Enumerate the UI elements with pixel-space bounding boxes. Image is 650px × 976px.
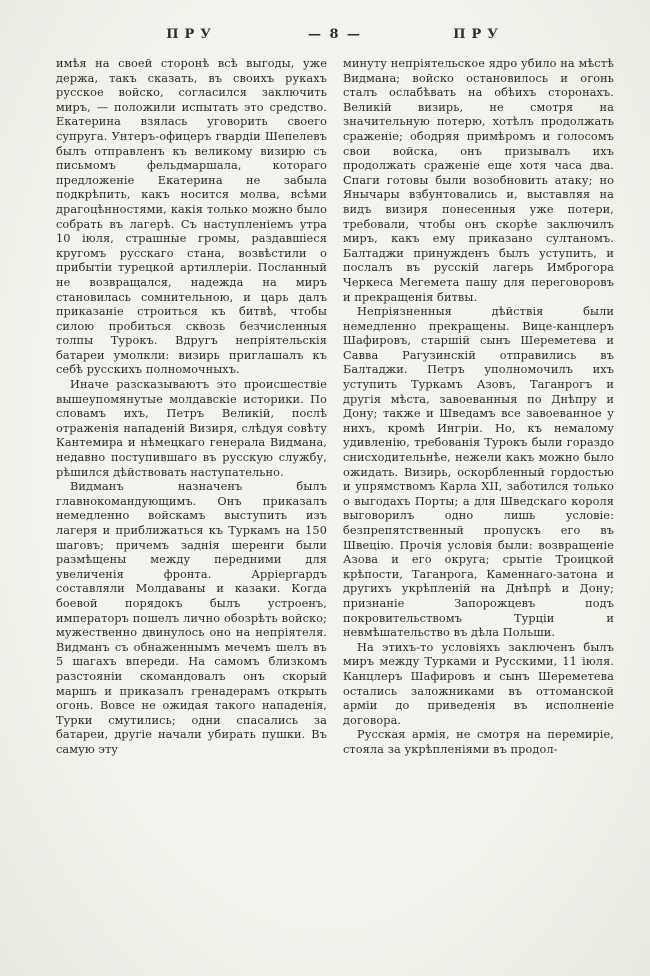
paragraph: минуту непріятельское ядро убило на мѣстѣ Видмана; войско остановилось и огонь сталъ ослабѣвать на обѣихъ сторонахъ. Великій визирь, не смотря на значительную потерю, хотѣлъ продолжать сраженіе; ободряя примѣромъ и голосомъ свои войска, онъ призывалъ ихъ продолжать сраженіе еще хотя часа два. Спаги готовы были возобновить атаку; но Янычары взбунтовались и, выставляя на видъ визиря понесенныя уже потери, требовали, чтобы онъ скорѣе заключилъ миръ, какъ ему приказано султаномъ. Балтаджи принужденъ былъ уступить, и послалъ въ русскій лагерь Имброгора Черкеса Мегемета пашу для переговоровъ и прекращенія битвы. [343, 57, 614, 304]
page-header [56, 27, 614, 42]
page-number: — 8 — [307, 27, 363, 42]
paragraph: Непріязненныя дѣйствія были немедленно прекращены. Вице-канцлеръ Шафировъ, старшій сынъ Шереметева и Савва Рагузинскій отправились въ Балтаджи. Петръ уполномочилъ ихъ уступить Туркамъ Азовъ, Таганрогъ и другія мѣста, завоеванныя по Днѣпру и Дону; также и Шведамъ все завоеванное у нихъ, кромѣ Ингріи. Но, къ немалому удивленію, требованія Турокъ были гораздо снисходительнѣе, нежели какъ можно было ожидать. Визирь, оскорбленный гордостью и упрямствомъ Карла XII, заботился только о выгодахъ Порты; а для Шведскаго короля выговорилъ одно лишь условіе: безпрепятственный пропускъ его въ Швецію. Прочія условія были: возвращеніе Азова и его округа; срытіе Троицкой крѣпости, Таганрога, Каменнаго-затона и другихъ укрѣпленій на Днѣпрѣ и Дону; признаніе Запорожцевъ подъ покровительствомъ Турціи и невмѣшательство въ дѣла Польши. [343, 305, 614, 640]
paragraph: Русская армія, не смотря на перемиріе, стояла за укрѣпленіями въ продол- [343, 728, 614, 756]
paragraph: Видманъ назначенъ былъ главнокомандующимъ. Онъ приказалъ немедленно войскамъ выступить изъ лагеря и приближаться къ Туркамъ на 150 шаговъ; причемъ заднія шеренги были размѣщены между передними для увеличенія фронта. Арріергардъ составляли Молдаваны и казаки. Когда боевой порядокъ былъ устроенъ, императоръ пошелъ лично обозрѣть войско; мужественно двинулось оно на непріятеля. Видманъ съ обнаженнымъ мечемъ шелъ въ 5 шагахъ впереди. На самомъ близкомъ разстояніи скомандовалъ онъ скорый маршъ и приказалъ гренадерамъ открыть огонь. Вовсе не ожидая такого нападенія, Турки смутились; одни спасались за батареи, другіе начали убирать пушки. Въ самую эту [56, 480, 327, 756]
paragraph: На этихъ-то условіяхъ заключенъ былъ миръ между Турками и Русскими, 11 іюля. Канцлеръ Шафировъ и сынъ Шереметева остались заложниками въ оттоманской арміи до приведенія въ исполненіе договора. [343, 640, 614, 727]
paragraph: имѣя на своей сторонѣ всѣ выгоды, уже держа, такъ сказать, въ своихъ рукахъ русское войско, согласился заключить миръ, — положили испытать это средство. Екатерина взялась уговорить своего супруга. Унтеръ-офицеръ гвардіи Шепелевъ былъ отправленъ къ великому визирю съ письмомъ фельдмаршала, котораго предложеніе Екатерина не забыла подкрѣпить, какъ носится молва, всѣми драгоцѣнностями, какія только можно было собрать въ лагерѣ. Съ наступленіемъ утра 10 іюля, страшные громы, раздавшіеся кругомъ русскаго стана, возвѣстили о прибытіи турецкой артиллеріи. Посланный не возвращался, надежда на миръ становилась сомнительною, и царь далъ приказаніе строиться къ битвѣ, чтобы силою пробиться сквозь безчисленныя толпы Турокъ. Вдругъ непріятельскія батареи умолкли: визирь приглашалъ къ себѣ русскихъ полномочныхъ. [56, 57, 327, 377]
running-title-left: ПРУ [166, 27, 217, 42]
running-title-right: ПРУ [453, 27, 504, 42]
text-column-right [343, 57, 614, 758]
text-column-left [56, 57, 327, 758]
paragraph: Иначе разсказываютъ это происшествіе вышеупомянутые молдавскіе историки. По словамъ ихъ, Петръ Великій, послѣ отраженія нападеній Визиря, слѣдуя совѣту Кантемира и нѣмецкаго генерала Видмана, недавно поступившаго въ русскую службу, рѣшился дѣйствовать наступательно. [56, 378, 327, 479]
text-columns [56, 57, 614, 758]
